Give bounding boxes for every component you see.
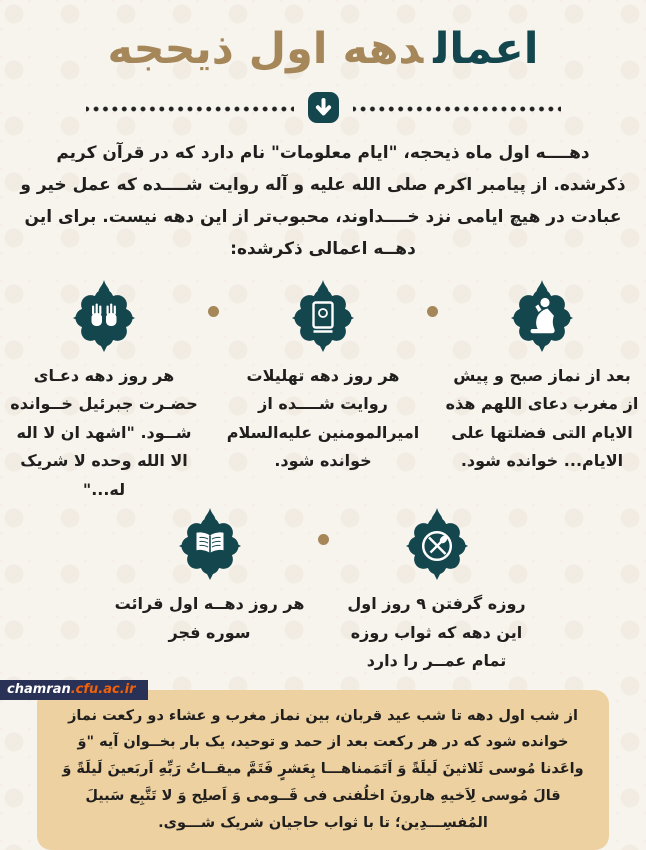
page-title-rest: دهه اول ذیحجه	[107, 24, 424, 74]
item-text: هر روز دهه تهلیلات روایت شــــده از امیرالمومنین علیه‌السلام خوانده شود.	[226, 365, 420, 471]
deed-item-closed-book	[223, 278, 423, 476]
watermark-link[interactable]	[0, 680, 148, 700]
open-book-icon	[175, 506, 245, 582]
items-row-2	[0, 506, 646, 675]
item-text: هر روز دهه دعـای حضـرت جبرئیل خــوانده شــود. "اشهد ان لا اله الا الله وحده لا شریک له..."	[10, 365, 198, 499]
separator-dot	[318, 534, 329, 545]
item-text: بعد از نماز صبح و پیش از مغرب دعای اللهم هذه الایام التی فضلتها علی الایام... خوانده شود.	[445, 365, 639, 471]
item-text: هر روز دهــه اول قرائت سوره فجر	[114, 594, 305, 642]
divider-dots-left	[86, 104, 294, 114]
scroll-down-button[interactable]	[308, 92, 339, 126]
item-text: روزه گرفتن ۹ روز اول این دهه که ثواب روزه تمام عمــر را دارد	[347, 594, 526, 671]
dotted-divider	[0, 92, 646, 126]
deed-item-praying-person	[442, 278, 642, 476]
page-title-lead: اعمال	[433, 24, 539, 74]
intro-paragraph: دهــــه اول ماه ذیحجه، "ایام معلومات" نام دارد که در قرآن کریم ذکرشده. از پیامبر اکرم صلی الله علیه و آله روایت شــــده که عمل خیر و عبادت در هیچ ایامی نزد خــــداوند، محبوب‌تر از این دهه نیست. برای این دهــه اعمالی ذکرشده:	[20, 143, 626, 259]
no-food-icon	[402, 506, 472, 582]
items-row-1	[0, 278, 646, 504]
separator-dot	[427, 306, 438, 317]
raised-hands-icon	[69, 278, 139, 354]
watermark-domain: .cfu.ac.ir	[70, 682, 136, 697]
praying-person-icon	[507, 278, 577, 354]
down-arrow-icon	[308, 92, 339, 126]
deed-item-open-book	[106, 506, 314, 647]
deed-item-raised-hands	[4, 278, 204, 504]
divider-dots-right	[353, 104, 561, 114]
deed-item-no-food	[333, 506, 541, 675]
separator-dot	[208, 306, 219, 317]
night-prayer-note-box: از شب اول دهه تا شب عید قربان، بین نماز مغرب و عشاء دو رکعت نماز خوانده شود که در هر رکعت بعد از حمد و توحید، یک بار بخــوان آیه "وَ واعَدنا مُوسی ثَلاثینَ لَیلَةً وَ اَتَمَمناهـــا بِعَشرٍ فَتَمَّ میقــاتُ رَبِّهِ اَربَعینَ لَیلَةً وَ قالَ مُوسی لِاَخیهِ هارونَ اخلُفنی فی قَــومی وَ اَصلِح وَ لا تَتَّبِع سَبیلَ المُفسِـــدِین؛ تا با ثواب حاجیان شریک شـــوی.	[37, 690, 609, 850]
page-title	[0, 20, 646, 78]
closed-book-icon	[288, 278, 358, 354]
watermark-site: chamran	[7, 682, 71, 697]
